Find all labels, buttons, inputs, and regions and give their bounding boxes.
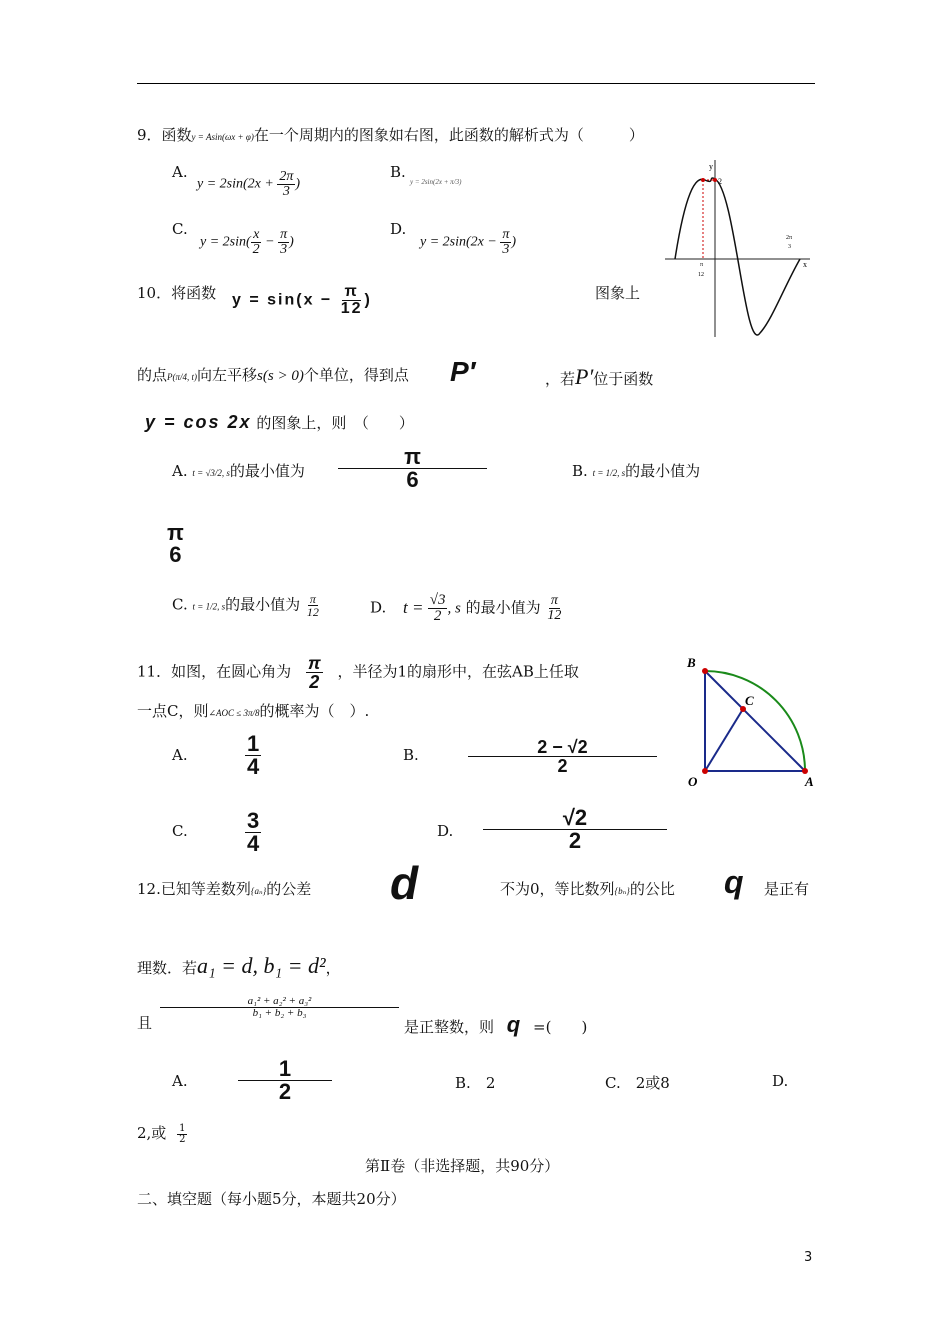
q10-line2-d: ，若P′位于函数	[545, 364, 654, 389]
q11-option-a-value: $\frac{1}{4}$	[247, 731, 260, 779]
q12-line3-b: 是正整数，则 q =( )	[404, 1012, 588, 1037]
right-tick-den: 3	[788, 244, 791, 250]
q12-option-c: C. 2或8	[605, 1074, 670, 1092]
q10-option-a: A. t = √3/2, s的最小值为	[172, 462, 305, 480]
q9-sine-graph	[660, 155, 815, 340]
label-c: C	[745, 693, 754, 708]
q11-option-d-value: $\frac{√2}{2}$	[485, 807, 665, 852]
q12-line2: 理数．若a₁ = d, b₁ = d²，	[137, 953, 341, 978]
q11-option-d: D.	[437, 822, 454, 840]
header-rule	[137, 83, 815, 84]
q10-line2: 的点P(π/4, t)向左平移s(s > 0)个单位，得到点	[137, 366, 409, 384]
q12-option-a: A.	[172, 1072, 188, 1090]
q10-stem-suffix: 图象上	[595, 284, 641, 302]
q9-option-b: B.	[390, 163, 406, 181]
page-number: 3	[804, 1250, 813, 1265]
peak-point	[701, 178, 705, 182]
y-axis-label: y	[709, 162, 713, 171]
q10-option-c: C. t = 1/2, s的最小值为 $\frac{\pi}{12}$	[172, 592, 319, 619]
q10-option-b-value: π 6	[167, 520, 184, 567]
q10-stem: 10．将函数	[137, 284, 217, 302]
chord-ab	[705, 671, 805, 771]
q11-option-b-value: $\frac{2 - √2}{2}$	[470, 738, 655, 775]
left-tick-num: π	[700, 262, 704, 268]
q11-option-c: C.	[172, 822, 188, 840]
x-axis-label: x	[803, 260, 807, 269]
point-b	[702, 668, 708, 674]
q12-option-a-value: $\frac{1}{2}$	[240, 1058, 330, 1103]
point-o	[702, 768, 708, 774]
q11-option-c-value: $\frac{3}{4}$	[247, 808, 260, 856]
q12-stem: 12.已知等差数列{aₙ}的公差	[137, 880, 312, 898]
q10-option-d: D. t = $\frac{√3}{2}$ , s 的最小值为 $\frac{\pi}{12}$	[370, 592, 562, 624]
q10-option-a-value: $\frac{\pi}{6}$	[340, 446, 485, 491]
left-tick-den: 12	[698, 272, 704, 278]
q12-option-d-cont: 2,或 $\frac{1}{2}$	[137, 1122, 186, 1145]
q12-option-d: D.	[772, 1072, 789, 1090]
q9-option-a: A.	[172, 163, 188, 181]
q9-option-d-expr: y = 2sin(2x − $\frac{\pi}{3}$ )	[420, 227, 517, 257]
section-2-title: 第Ⅱ卷（非选择题，共90分）	[365, 1157, 560, 1175]
peak-label: 2	[718, 177, 722, 186]
q11-line2: 一点C，则∠AOC ≤ 3π/8的概率为（ ）.	[137, 702, 370, 720]
q9-option-b-expr: y = 2sin(2x + π/3)	[410, 178, 462, 186]
q12-stem-suffix: 是正有	[764, 880, 810, 898]
label-o: O	[688, 774, 698, 789]
q9-stem: 9．函数y = Asin(ωx + φ)在一个周期内的图象如右图，此函数的解析式为（ ）	[137, 126, 644, 144]
q10-line3: y = cos 2x 的图象上，则 （ ）	[145, 412, 414, 432]
label-b: B	[687, 655, 696, 670]
q12-fraction: $\frac{\text{a₁² + a₂² + a₃²}}{\text{b₁ + b₂ + b₃}}$	[162, 996, 397, 1019]
q9-option-c: C.	[172, 220, 188, 238]
q11-option-b: B.	[403, 746, 419, 764]
q12-option-b: B. 2	[455, 1074, 496, 1092]
sine-curve	[675, 178, 800, 335]
q12-q: q	[724, 864, 744, 900]
section-fill-title: 二、填空题（每小题5分，本题共20分）	[137, 1190, 406, 1208]
right-tick-num: 2π	[786, 235, 793, 241]
q11-sector-figure	[683, 653, 818, 793]
q11-option-a: A.	[172, 746, 188, 764]
segment-oc	[705, 709, 743, 771]
label-a: A	[805, 774, 814, 789]
q10-pprime: P′	[450, 356, 476, 387]
q9-option-d: D.	[390, 220, 407, 238]
q10-func: y = sin(x − $\frac{\pi}{12}$ )	[232, 283, 372, 317]
peak-y-point	[713, 178, 717, 182]
q12-stem-mid: 不为0，等比数列{bₙ}的公比	[500, 880, 675, 898]
q10-option-b: B. t = 1/2, s的最小值为	[572, 462, 701, 480]
q12-d: d	[390, 857, 419, 909]
q9-option-a-expr: y = 2sin(2x + $\frac{2\pi}{3}$ )	[197, 169, 301, 199]
q11-stem: 11．如图，在圆心角为 $\frac{\pi}{2}$ ，半径为1的扇形中，在弦AB上任取	[137, 653, 579, 692]
q9-option-c-expr: y = 2sin( $\frac{x}{2}$ − $\frac{\pi}{3}$ )	[200, 227, 294, 257]
q12-line3: 且	[137, 1014, 153, 1032]
